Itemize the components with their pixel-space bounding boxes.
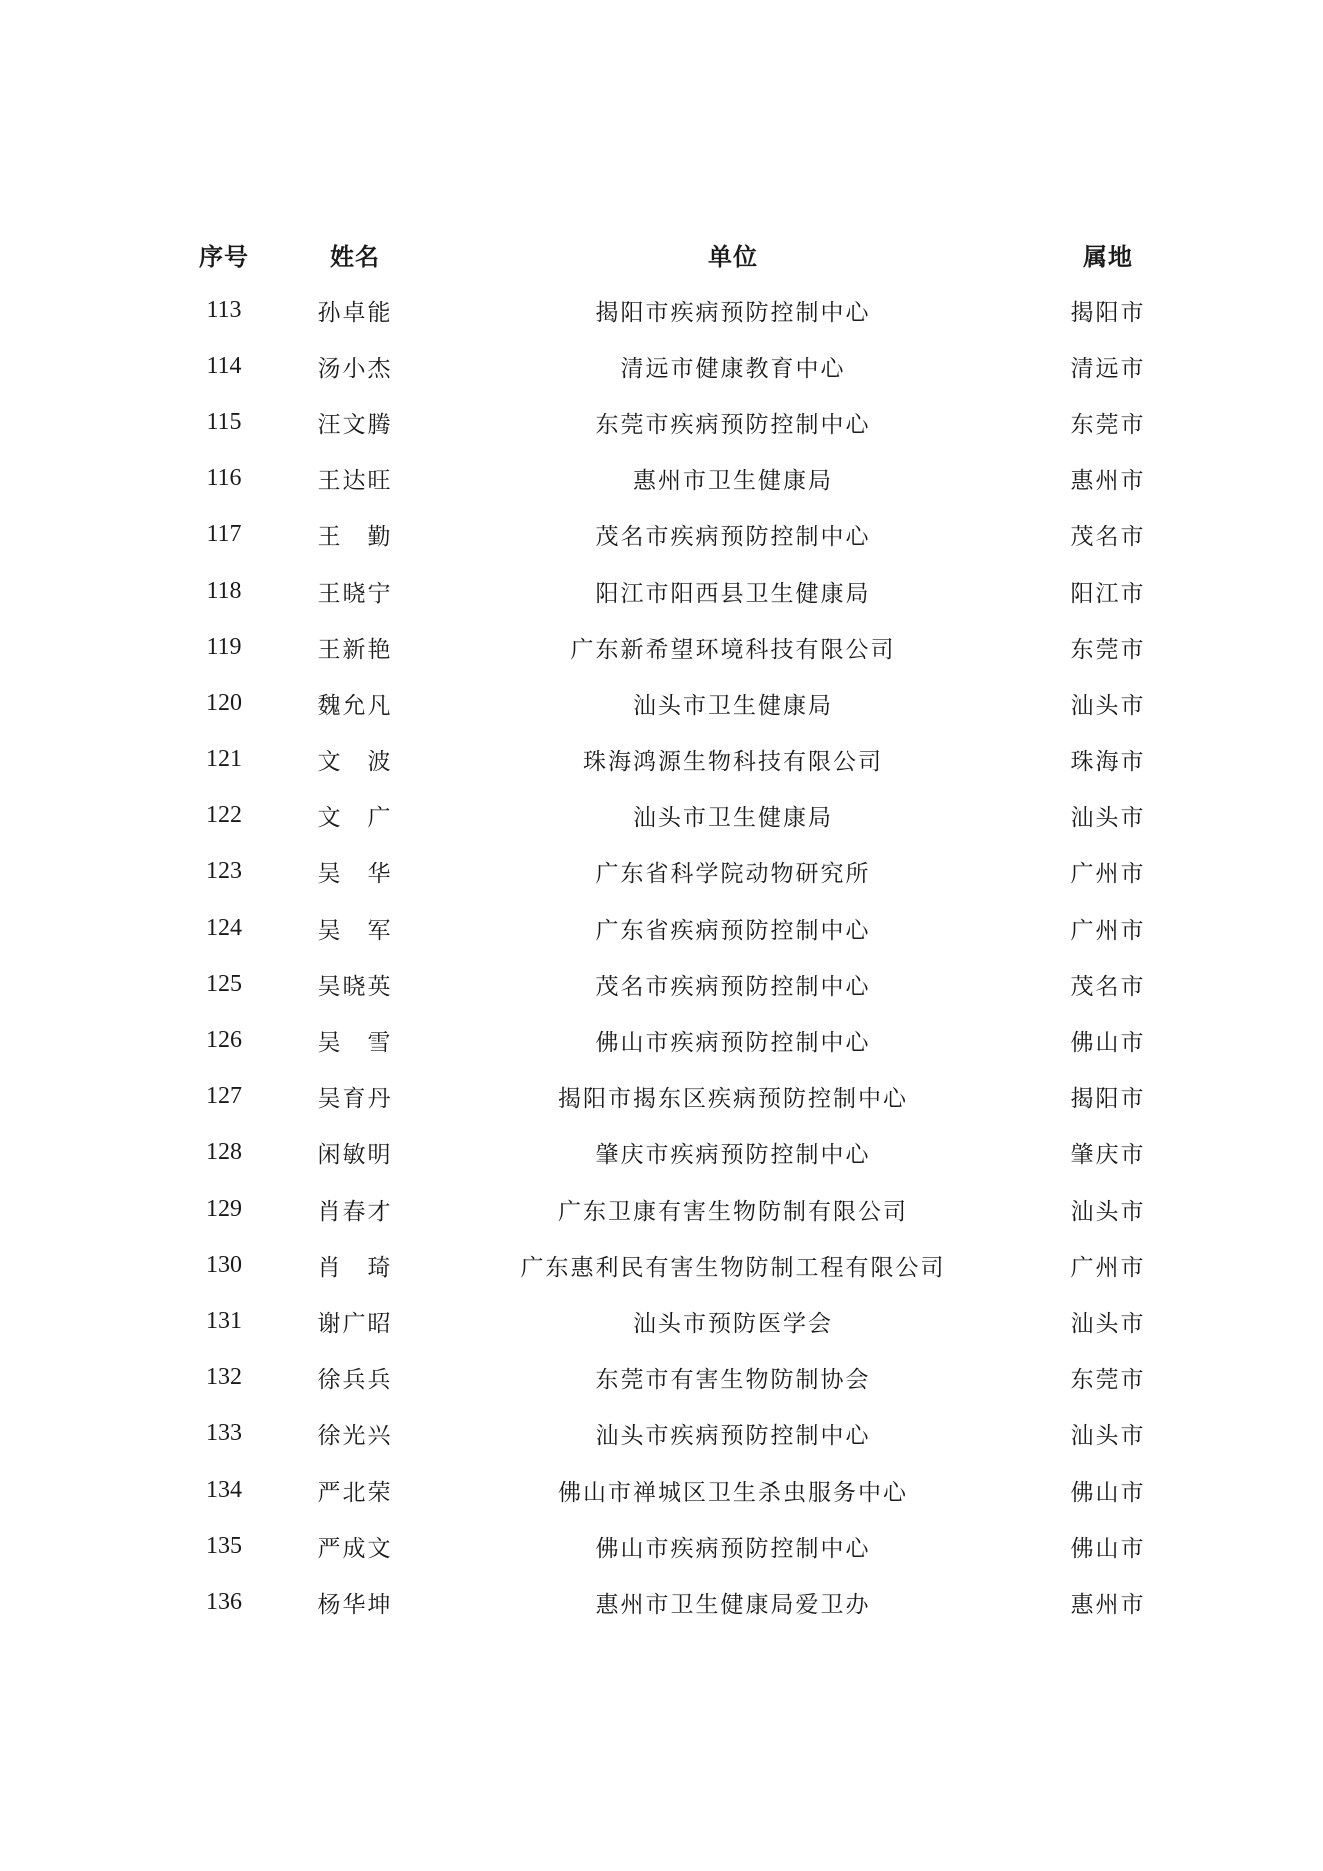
cell-no: 136 — [206, 1588, 242, 1615]
table-row — [136, 394, 1148, 450]
cell-region: 惠州市 — [1070, 468, 1146, 495]
cell-unit: 佛山市疾病预防控制中心 — [595, 1030, 871, 1057]
cell-no: 127 — [206, 1083, 242, 1110]
roster-body — [136, 282, 1148, 1631]
cell-name: 王晓宁 — [317, 580, 393, 607]
table-row — [136, 900, 1148, 956]
cell-name: 吴育丹 — [317, 1086, 393, 1113]
cell-no: 124 — [206, 914, 242, 941]
cell-name: 吴 雪 — [317, 1030, 393, 1057]
cell-unit: 阳江市阳西县卫生健康局 — [595, 580, 871, 607]
cell-region: 东莞市 — [1070, 636, 1146, 663]
table-row — [136, 1125, 1148, 1181]
cell-no: 130 — [206, 1251, 242, 1278]
cell-no: 129 — [206, 1195, 242, 1222]
cell-no: 114 — [206, 352, 242, 379]
cell-name: 杨华坤 — [317, 1591, 393, 1618]
cell-unit: 汕头市卫生健康局 — [633, 805, 833, 832]
table-row — [136, 338, 1148, 394]
cell-name: 汪文腾 — [317, 411, 393, 438]
cell-region: 清远市 — [1070, 355, 1146, 382]
header-region: 属地 — [1083, 242, 1133, 271]
cell-no: 134 — [206, 1476, 242, 1503]
cell-name: 王新艳 — [317, 636, 393, 663]
cell-name: 严北荣 — [317, 1479, 393, 1506]
cell-no: 118 — [206, 577, 242, 604]
cell-unit: 肇庆市疾病预防控制中心 — [595, 1142, 871, 1169]
cell-no: 115 — [206, 408, 242, 435]
cell-region: 惠州市 — [1070, 1591, 1146, 1618]
table-row — [136, 788, 1148, 844]
header-unit: 单位 — [708, 242, 758, 271]
cell-region: 广州市 — [1070, 917, 1146, 944]
cell-region: 茂名市 — [1070, 973, 1146, 1000]
cell-region: 肇庆市 — [1070, 1142, 1146, 1169]
table-row — [136, 563, 1148, 619]
cell-no: 116 — [206, 465, 242, 492]
table-row — [136, 1574, 1148, 1630]
cell-no: 120 — [206, 689, 242, 716]
cell-name: 谢广昭 — [317, 1310, 393, 1337]
cell-region: 揭阳市 — [1070, 299, 1146, 326]
cell-region: 东莞市 — [1070, 411, 1146, 438]
cell-unit: 茂名市疾病预防控制中心 — [595, 973, 871, 1000]
cell-unit: 广东新希望环境科技有限公司 — [570, 636, 896, 663]
roster-table — [136, 226, 1148, 1631]
cell-no: 123 — [206, 858, 242, 885]
cell-name: 肖 琦 — [317, 1254, 393, 1281]
cell-no: 133 — [206, 1420, 242, 1447]
cell-unit: 惠州市卫生健康局 — [633, 468, 833, 495]
cell-name: 魏允凡 — [317, 692, 393, 719]
cell-no: 132 — [206, 1364, 242, 1391]
cell-name: 文 广 — [317, 805, 393, 832]
cell-no: 117 — [206, 521, 242, 548]
cell-region: 东莞市 — [1070, 1367, 1146, 1394]
cell-name: 王达旺 — [317, 468, 393, 495]
cell-region: 阳江市 — [1070, 580, 1146, 607]
cell-name: 吴 军 — [317, 917, 393, 944]
table-row — [136, 1293, 1148, 1349]
cell-unit: 汕头市卫生健康局 — [633, 692, 833, 719]
header-name: 姓名 — [330, 242, 380, 271]
cell-region: 茂名市 — [1070, 524, 1146, 551]
cell-region: 珠海市 — [1070, 749, 1146, 776]
table-row — [136, 1350, 1148, 1406]
table-row — [136, 282, 1148, 338]
cell-region: 佛山市 — [1070, 1535, 1146, 1562]
cell-no: 125 — [206, 970, 242, 997]
cell-unit: 茂名市疾病预防控制中心 — [595, 524, 871, 551]
cell-unit: 揭阳市疾病预防控制中心 — [595, 299, 871, 326]
cell-name: 吴 华 — [317, 861, 393, 888]
table-row — [136, 956, 1148, 1012]
cell-region: 汕头市 — [1070, 692, 1146, 719]
cell-unit: 佛山市疾病预防控制中心 — [595, 1535, 871, 1562]
table-row — [136, 619, 1148, 675]
table-row — [136, 675, 1148, 731]
table-row — [136, 1069, 1148, 1125]
cell-unit: 广东卫康有害生物防制有限公司 — [558, 1198, 908, 1225]
cell-unit: 珠海鸿源生物科技有限公司 — [583, 749, 883, 776]
header-no: 序号 — [199, 242, 249, 271]
cell-unit: 广东惠利民有害生物防制工程有限公司 — [520, 1254, 946, 1281]
cell-unit: 东莞市有害生物防制协会 — [595, 1367, 871, 1394]
roster-header — [136, 226, 1148, 282]
cell-name: 严成文 — [317, 1535, 393, 1562]
table-row — [136, 507, 1148, 563]
table-row — [136, 732, 1148, 788]
table-row — [136, 451, 1148, 507]
cell-region: 汕头市 — [1070, 1310, 1146, 1337]
cell-region: 汕头市 — [1070, 805, 1146, 832]
table-row — [136, 1237, 1148, 1293]
cell-name: 徐光兴 — [317, 1423, 393, 1450]
table-row — [136, 1518, 1148, 1574]
cell-region: 佛山市 — [1070, 1479, 1146, 1506]
table-row — [136, 1406, 1148, 1462]
cell-no: 122 — [206, 802, 242, 829]
cell-name: 文 波 — [317, 749, 393, 776]
cell-unit: 揭阳市揭东区疾病预防控制中心 — [558, 1086, 908, 1113]
cell-name: 吴晓英 — [317, 973, 393, 1000]
cell-unit: 清远市健康教育中心 — [620, 355, 846, 382]
cell-unit: 广东省科学院动物研究所 — [595, 861, 871, 888]
table-row — [136, 844, 1148, 900]
table-row — [136, 1462, 1148, 1518]
table-row — [136, 1012, 1148, 1068]
cell-name: 徐兵兵 — [317, 1367, 393, 1394]
cell-region: 广州市 — [1070, 861, 1146, 888]
cell-no: 121 — [206, 746, 242, 773]
cell-name: 汤小杰 — [317, 355, 393, 382]
cell-no: 126 — [206, 1027, 242, 1054]
cell-region: 揭阳市 — [1070, 1086, 1146, 1113]
cell-unit: 佛山市禅城区卫生杀虫服务中心 — [558, 1479, 908, 1506]
cell-region: 汕头市 — [1070, 1198, 1146, 1225]
cell-no: 128 — [206, 1139, 242, 1166]
cell-name: 王 勤 — [317, 524, 393, 551]
cell-region: 广州市 — [1070, 1254, 1146, 1281]
cell-unit: 惠州市卫生健康局爱卫办 — [595, 1591, 871, 1618]
cell-name: 肖春才 — [317, 1198, 393, 1225]
cell-name: 孙卓能 — [317, 299, 393, 326]
cell-unit: 广东省疾病预防控制中心 — [595, 917, 871, 944]
cell-no: 131 — [206, 1307, 242, 1334]
header-row — [136, 226, 1148, 282]
cell-no: 113 — [206, 296, 242, 323]
cell-unit: 汕头市疾病预防控制中心 — [595, 1423, 871, 1450]
cell-no: 119 — [206, 633, 242, 660]
cell-unit: 东莞市疾病预防控制中心 — [595, 411, 871, 438]
cell-region: 佛山市 — [1070, 1030, 1146, 1057]
cell-region: 汕头市 — [1070, 1423, 1146, 1450]
table-row — [136, 1181, 1148, 1237]
cell-name: 闲敏明 — [317, 1142, 393, 1169]
cell-unit: 汕头市预防医学会 — [633, 1310, 833, 1337]
cell-no: 135 — [206, 1532, 242, 1559]
